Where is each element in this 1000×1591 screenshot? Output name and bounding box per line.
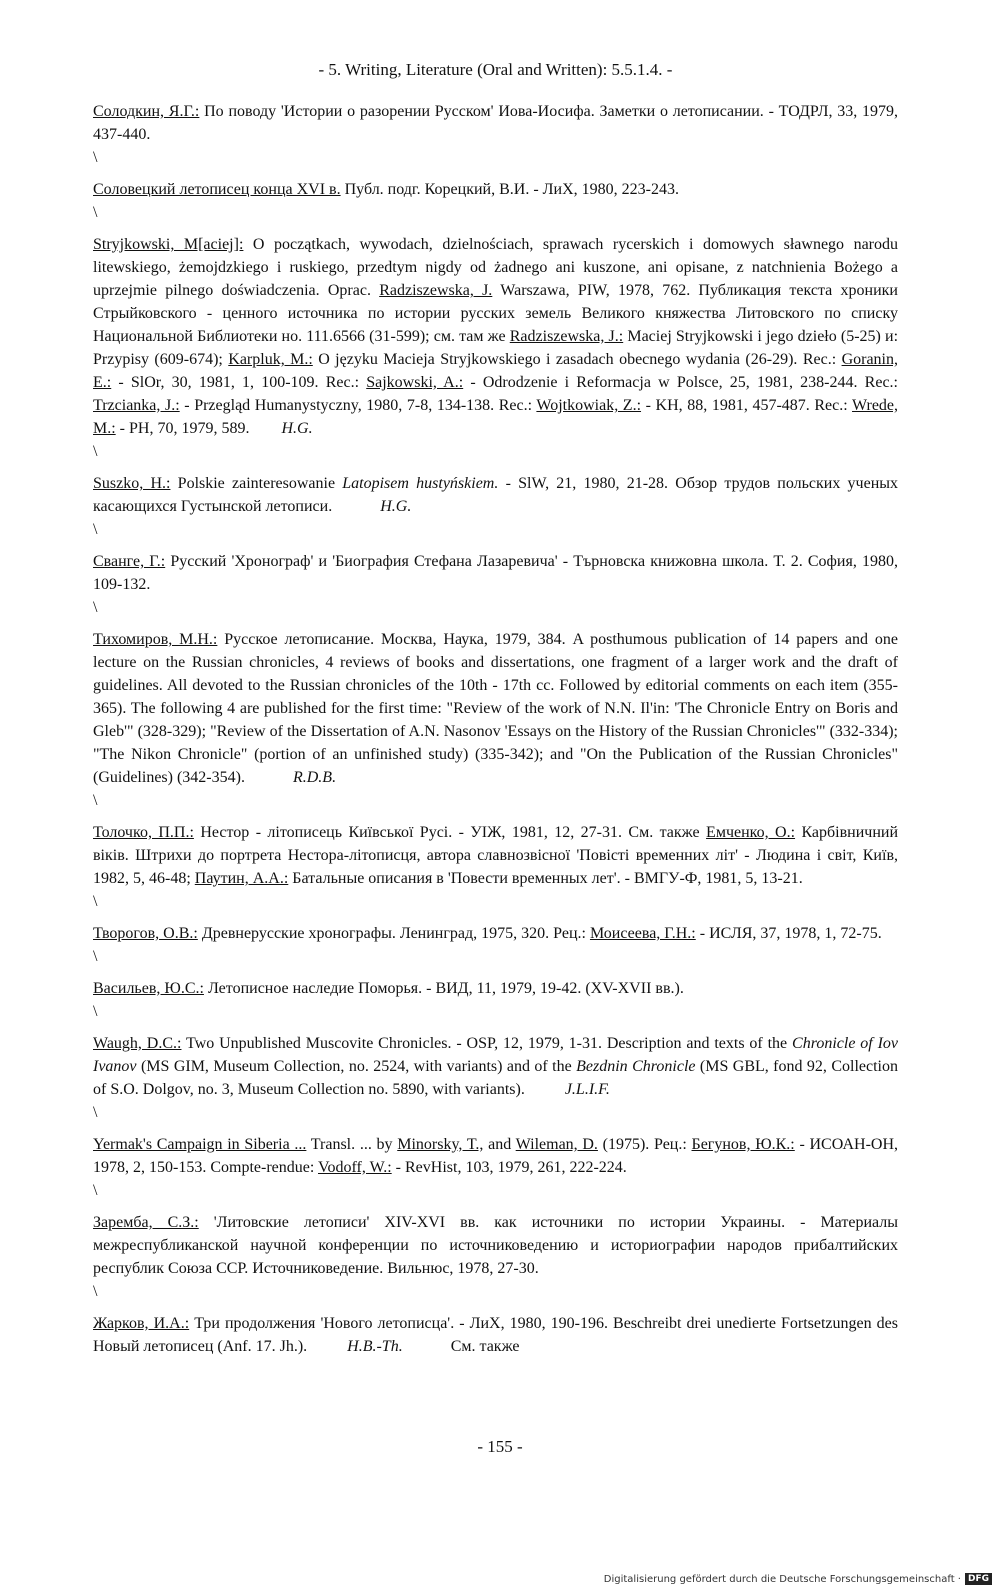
reviewer-initials: H.B.-Th. (347, 1338, 403, 1355)
separator: \ (93, 1283, 98, 1300)
entry-author: Stryjkowski, M[aciej]: (93, 236, 244, 253)
separator: \ (93, 521, 98, 538)
bib-entry: Жарков, И.А.: Три продолжения 'Нового летописца'. - ЛиХ, 1980, 190-196. Beschreibt drei unedierte Fortsetzungen des Новый летописец (Anf. 17. Jh.). H.B.-Th. См. также (93, 1315, 899, 1355)
separator: \ (93, 204, 98, 221)
entry-author: Suszko, H.: (93, 475, 171, 492)
entry-author: Yermak's Campaign in Siberia ... (93, 1136, 307, 1153)
separator: \ (93, 149, 98, 166)
cited-author: Моисеева, Г.Н.: (589, 925, 696, 942)
bib-entry: Suszko, H.: Polskie zainteresowanie Latopisem hustyńskiem. - SlW, 21, 1980, 21-28. Обзор трудов польских ученых касающихся Густынской летописи. H.G. (93, 475, 899, 515)
bib-entry: Заремба, С.З.: 'Литовские летописи' XIV-XVI вв. как источники по истории Украины. - Материалы межреспубликанской научной конференции по источниковедению и историографии народов прибалтийских республик Союза ССР. Источниковедение. Вильнюс, 1978, 27-30. (93, 1214, 898, 1277)
cited-author: Radziszewska, J.: (509, 328, 624, 345)
entry-author: Сванге, Г.: (93, 553, 166, 570)
entry-author: Толочко, П.П.: (93, 824, 194, 841)
separator: \ (93, 1104, 98, 1121)
entry-author: Waugh, D.C.: (93, 1035, 182, 1052)
reviewer-initials: H.G. (281, 420, 313, 437)
cited-author: Trzcianka, J.: (93, 397, 180, 414)
cited-author: Sajkowski, A.: (366, 374, 464, 391)
footer-text: Digitalisierung gefördert durch die Deutsche Forschungsgemeinschaft · (603, 1573, 961, 1585)
separator: \ (93, 893, 98, 910)
cited-author: Minorsky, T., (397, 1136, 484, 1153)
page-body (93, 60, 898, 1358)
bib-entry: Соловецкий летописец конца XVI в. Публ. подг. Корецкий, В.И. - ЛиХ, 1980, 223-243. (93, 181, 679, 198)
separator: \ (93, 948, 98, 965)
separator: \ (93, 599, 98, 616)
bib-entry: Тихомиров, М.Н.: Русское летописание. Москва, Наука, 1979, 384. A posthumous publication of 14 papers and one lecture on the Russian chronicles, 4 reviews of books and dissertations, one fragment of a larger work and the draft of guidelines. All devoted to the Russian chronicles of the 10th - 17th cc. Followed by editorial comments on each item (355-365). The following 4 are published for the first time: "Review of the work of N.N. Il'in: 'The Chronicle Entry on Boris and Gleb'" (328-329); "Review of the Dissertation of A.N. Nasonov 'Essays on the History of the Russian Chronicles'" (332-334); "The Nikon Chronicle" (portion of an unfinished study) (335-342); and "On the Publication of the Russian Chronicles" (Guidelines) (342-354). R.D.B. (93, 631, 898, 786)
separator: \ (93, 1003, 98, 1020)
entry-author: Солодкин, Я.Г.: (93, 103, 200, 120)
bib-entry: Yermak's Campaign in Siberia ... Transl. ... by Minorsky, T., and Wileman, D. (1975). Рец.: Бегунов, Ю.К.: - ИСОАН-ОН, 1978, 2, 150-153. Compte-rendue: Vodoff, W.: - RevHist, 103, 1979, 261, 222-224. (93, 1136, 899, 1176)
cited-author: Goranin, E.: (93, 351, 898, 391)
entry-author: Заремба, С.З.: (93, 1214, 199, 1231)
entry-author: Соловецкий летописец конца XVI в. (93, 181, 341, 198)
separator: \ (93, 792, 98, 809)
dfg-logo: DFG (965, 1573, 992, 1585)
entry-author: Васильев, Ю.С.: (93, 980, 204, 997)
bib-entry: Творогов, О.В.: Древнерусские хронографы. Ленинград, 1975, 320. Рец.: Моисеева, Г.Н.: - ИСЛЯ, 37, 1978, 1, 72-75. (93, 925, 882, 942)
bib-entry: Солодкин, Я.Г.: По поводу 'Истории о разорении Русском' Иова-Иосифа. Заметки о летописании. - ТОДРЛ, 33, 1979, 437-440. (93, 103, 898, 143)
bib-entry: Сванге, Г.: Русский 'Хронограф' и 'Биография Стефана Лазаревича' - Търновска книжовна школа. Т. 2. София, 1980, 109-132. (93, 553, 898, 593)
separator: \ (93, 443, 98, 460)
bib-entry: Толочко, П.П.: Нестор - літописець Київської Русі. - УІЖ, 1981, 12, 27-31. См. также Емченко, О.: Карбівничний віків. Штрихи до портрета Нестора-літописця, автора славнозвісної 'Повісті временних літ' - Людина і світ, Київ, 1982, 5, 46-48; Паутин, А.А.: Батальные описания в 'Повести временных лет'. - ВМГУ-Ф, 1981, 5, 13-21. (93, 824, 899, 887)
cited-author: Паутин, А.А.: (194, 870, 289, 887)
entry-author: Тихомиров, М.Н.: (93, 631, 218, 648)
entry-author: Творогов, О.В.: (93, 925, 198, 942)
cited-author: Бегунов, Ю.К.: (691, 1136, 795, 1153)
reviewer-initials: J.L.I.F. (564, 1081, 610, 1098)
separator: \ (93, 1182, 98, 1199)
cited-author: Wrede, M.: (93, 397, 899, 437)
bib-entry: Васильев, Ю.С.: Летописное наследие Поморья. - ВИД, 11, 1979, 19-42. (XV-XVII вв.). (93, 980, 684, 997)
bib-entry: Stryjkowski, M[aciej]: O początkach, wywodach, dzielnościach, sprawach rycerskich i domowych sławnego narodu litewskiego, żemojdzkiego i ruskiego, przedtym nigdy od żadnego ani kuszone, ani opisane, z natchnienia Bożego a uprzejmie pilnego doświadczenia. Oprac. Radziszewska, J. Warszawa, PIW, 1978, 762. Публикация текста хроники Стрыйковского - ценного источника по истории русских земель Великого княжества Литовского по списку Национальной Библиотеки но. 111.6566 (31-599); см. там же Radziszewska, J.: Maciej Stryjkowski i jego dzieło (5-25) и: Przypisy (609-674); Karpluk, M.: O języku Macieja Stryjkowskiego i zasadach obecnego wydania (26-29). Rec.: Goranin, E.: - SlOr, 30, 1981, 1, 100-109. Rec.: Sajkowski, A.: - Odrodzenie i Reformacja w Polsce, 25, 1981, 238-244. Rec.: Trzcianka, J.: - Przegląd Humanystyczny, 1980, 7-8, 134-138. Rec.: Wojtkowiak, Z.: - KH, 88, 1981, 457-487. Rec.: Wrede, M.: - PH, 70, 1979, 589. H.G. (93, 236, 899, 437)
running-header: - 5. Writing, Literature (Oral and Written): 5.5.1.4. - (318, 60, 673, 79)
cited-author: Karpluk, M.: (228, 351, 313, 368)
entry-author: Жарков, И.А.: (93, 1315, 190, 1332)
cited-author: Radziszewska, J. (379, 282, 493, 299)
reviewer-initials: R.D.B. (292, 769, 337, 786)
page-number: - 155 - (477, 1437, 523, 1456)
bib-entry: Waugh, D.C.: Two Unpublished Muscovite Chronicles. - OSP, 12, 1979, 1-31. Description and texts of the Chronicle of Iov Ivanov (MS GIM, Museum Collection, no. 2524, with variants) and of the Bezdnin Chronicle (MS GBL, fond 92, Collection of S.O. Dolgov, no. 3, Museum Collection no. 5890, with variants). J.L.I.F. (93, 1035, 899, 1098)
cited-author: Емченко, О.: (706, 824, 796, 841)
cited-author: Wileman, D. (515, 1136, 598, 1153)
cited-author: Vodoff, W.: (318, 1159, 392, 1176)
reviewer-initials: H.G. (380, 498, 412, 515)
digitization-footer (604, 1573, 992, 1585)
cited-author: Wojtkowiak, Z.: (536, 397, 642, 414)
